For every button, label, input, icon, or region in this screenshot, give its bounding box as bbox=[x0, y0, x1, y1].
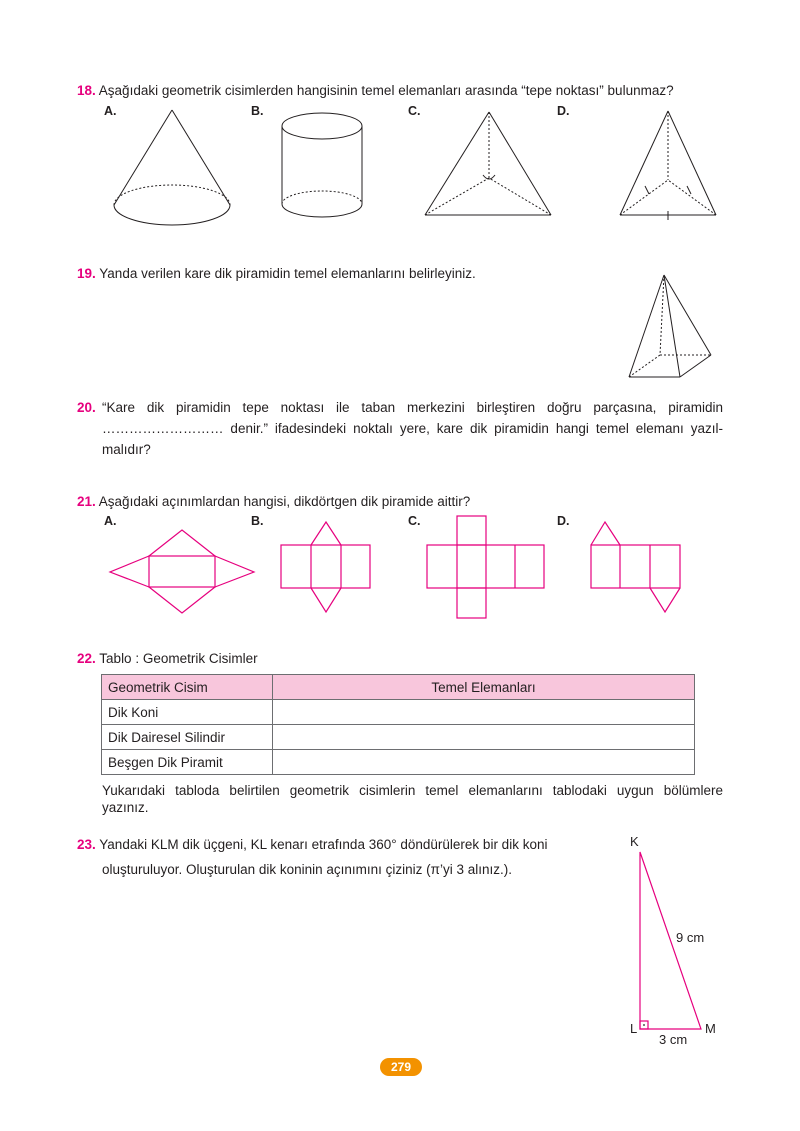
q22-title: Tablo : Geometrik Cisimler bbox=[99, 651, 258, 666]
q21-option-c: C. bbox=[408, 514, 421, 528]
q22-footer-line2: yazınız. bbox=[102, 800, 149, 815]
q21-option-d: D. bbox=[557, 514, 570, 528]
q18-option-b: B. bbox=[251, 104, 264, 118]
table-cell-cisim: Beşgen Dik Piramit bbox=[102, 750, 273, 775]
q18-number: 18. bbox=[77, 83, 96, 98]
table-header-cisim: Geometrik Cisim bbox=[102, 675, 273, 700]
q23-line2: oluşturuluyor. Oluşturulan dik koninin açınımını çiziniz (π’yi 3 alınız.). bbox=[102, 862, 512, 877]
q22-footer-line1: Yukarıdaki tabloda belirtilen geometrik cisimlerin temel elemanlarını tablodaki uygun bölümlere bbox=[102, 783, 723, 798]
q21-text: Aşağıdaki açınımlardan hangisi, dikdörtgen dik piramide aittir? bbox=[98, 494, 471, 509]
q18-text: Aşağıdaki geometrik cisimlerden hangisinin temel elemanları arasında “tepe noktası” bulunmaz? bbox=[98, 83, 674, 98]
q20-line1: “Kare dik piramidin tepe noktası ile taban merkezini birleştiren doğru parçasına, piramidin bbox=[102, 400, 723, 415]
q22-number: 22. bbox=[77, 651, 96, 666]
q21-number: 21. bbox=[77, 494, 96, 509]
q20-line2: ……………………… denir.” ifadesindeki noktalı yere, kare dik piramidin hangi temel elemanı yazıl- bbox=[102, 421, 723, 436]
q19-number: 19. bbox=[77, 266, 96, 281]
q23-label-hyp: 9 cm bbox=[676, 930, 705, 945]
q19-text: Yanda verilen kare dik piramidin temel elemanlarını belirleyiniz. bbox=[99, 266, 476, 281]
q23-text-1: Yandaki KLM dik üçgeni, KL kenarı etrafında 360° döndürülerek bir dik koni bbox=[99, 837, 548, 852]
q21-option-b: B. bbox=[251, 514, 264, 528]
q20-number: 20. bbox=[77, 400, 96, 415]
table-cell-cisim: Dik Dairesel Silindir bbox=[102, 725, 273, 750]
q18-option-d: D. bbox=[557, 104, 570, 118]
page-number-badge: 279 bbox=[380, 1058, 422, 1076]
q18-option-c: C. bbox=[408, 104, 421, 118]
q18-option-a: A. bbox=[104, 104, 117, 118]
q23-number: 23. bbox=[77, 837, 96, 852]
q20-line3: malıdır? bbox=[102, 442, 151, 457]
table-cell-cisim: Dik Koni bbox=[102, 700, 273, 725]
q23-label-base: 3 cm bbox=[659, 1032, 688, 1047]
q21-option-a: A. bbox=[104, 514, 117, 528]
table-header-elemanlar: Temel Elemanları bbox=[273, 675, 695, 700]
q23-label-k: K bbox=[630, 834, 639, 849]
q23-label-l: L bbox=[630, 1021, 638, 1036]
q23-label-m: M bbox=[705, 1021, 716, 1036]
